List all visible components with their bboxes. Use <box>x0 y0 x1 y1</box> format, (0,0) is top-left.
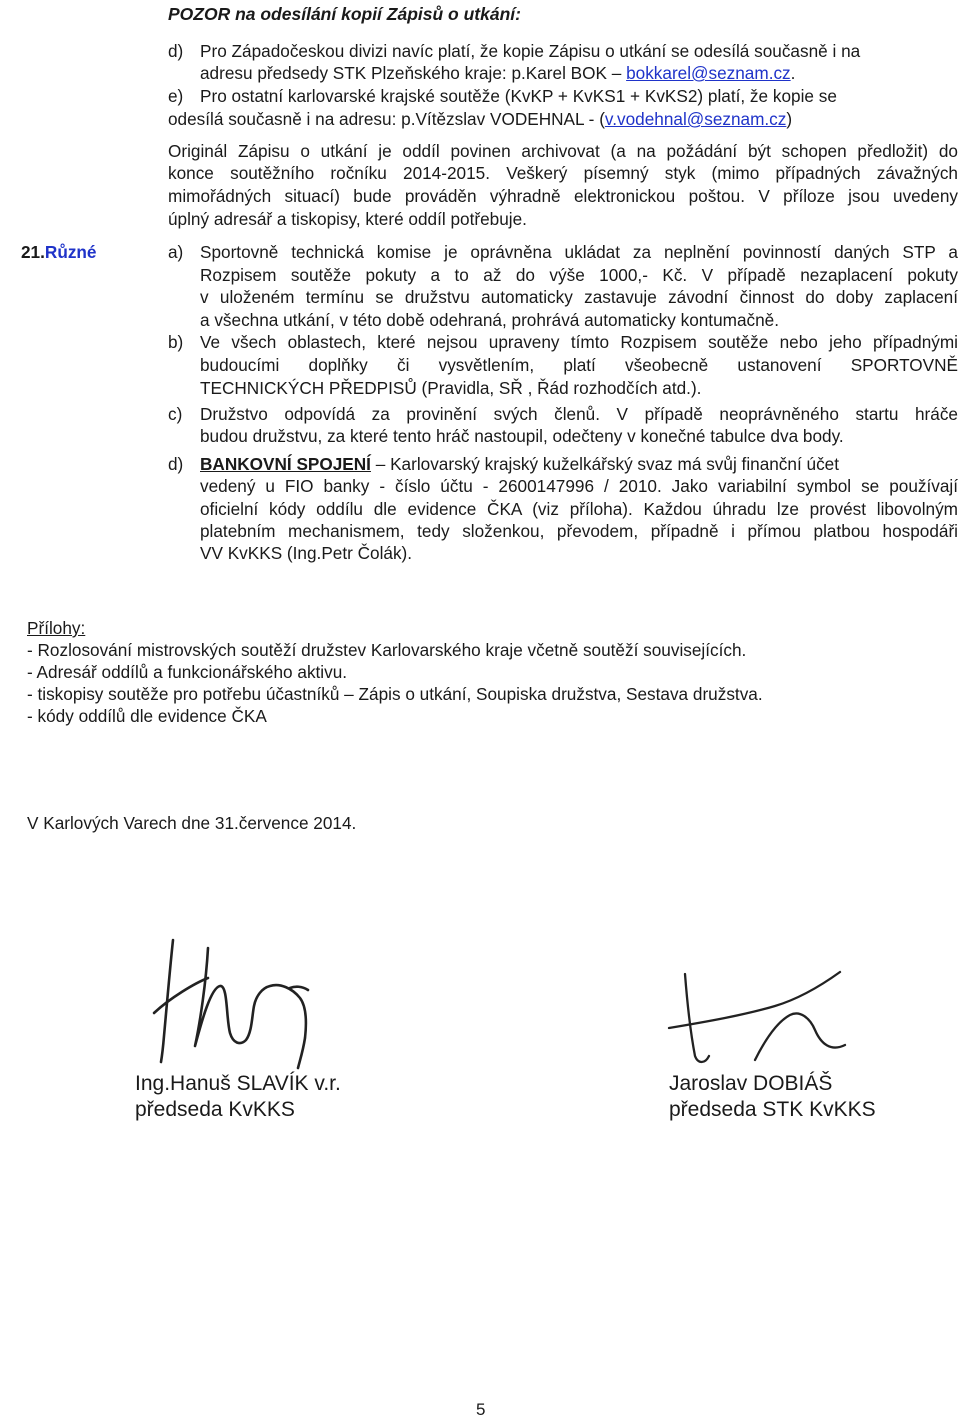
vodehnal-email-link[interactable]: v.vodehnal@seznam.cz <box>604 109 787 129</box>
item-c-label: c) <box>168 404 183 424</box>
item-b-line-3: TECHNICKÝCH PŘEDPISŮ (Pravidla, SŘ , Řád rozhodčích atd.). <box>200 378 702 398</box>
bank-title: BANKOVNÍ SPOJENÍ <box>200 454 371 474</box>
signature-right-name: Jaroslav DOBIÁŠ <box>669 1072 833 1095</box>
page-number: 5 <box>476 1400 486 1419</box>
item-e-line2: odesílá současně i na adresu: p.Vítězslav VODEHNAL - (v.vodehnal@seznam.cz) <box>168 109 793 129</box>
item-d2-line-5: VV KvKKS (Ing.Petr Čolák). <box>200 543 413 563</box>
item-c-line-2: budou družstvu, za které tento hráč nastoupil, odečteny v konečné tabulce dva body. <box>200 426 844 446</box>
item-e-line1: Pro ostatní karlovarské krajské soutěže (KvKP + KvKS1 + KvKS2) platí, že kopie se <box>200 86 837 106</box>
attachment-item: - Adresář oddílů a funkcionářského aktivu. <box>27 662 348 682</box>
item-b-line-1: Ve všech oblastech, které nejsou upraveny tímto Rozpisem soutěže nebo jeho případnými <box>200 332 958 352</box>
item-a-line-3: v uloženém termínu se družstvu automaticky zastavuje závodní činnost do doby zaplacení <box>200 287 958 307</box>
item-a-line-2: Rozpisem soutěže pokuty a to až do výše 1000,- Kč. V případě nezaplacení pokuty <box>200 265 958 285</box>
attachments-title: Přílohy: <box>27 618 86 638</box>
item-d2-line-3: oficielní kódy oddílu dle evidence ČKA (viz příloha). Každou úhradu lze provést libovolným <box>200 499 958 519</box>
item-c-line-1: Družstvo odpovídá za provinění svých členů. V případě neoprávněného startu hráče <box>200 404 958 424</box>
item-d2-line-2: vedený u FIO banky - číslo účtu - 2600147996 / 2010. Jako variabilní symbol se používají <box>200 476 958 496</box>
signature-right-image <box>665 960 870 1070</box>
item-d-line1: Pro Západočeskou divizi navíc platí, že kopie Zápisu o utkání se odesílá současně i na <box>200 41 861 61</box>
place-date: V Karlových Varech dne 31.července 2014. <box>27 813 357 833</box>
archive-line-3: mimořádných situací) bude prováděn výhradně elektronickou poštou. V příloze jsou uvedeny <box>168 186 958 206</box>
item-e-label: e) <box>168 86 184 106</box>
signature-left-role: předseda KvKKS <box>135 1098 295 1121</box>
section-heading: POZOR na odesílání kopií Zápisů o utkání: <box>168 4 521 24</box>
attachment-item: - kódy oddílů dle evidence ČKA <box>27 706 267 726</box>
bok-email-link[interactable]: bokkarel@seznam.cz <box>626 63 791 83</box>
item-d2-line-1: BANKOVNÍ SPOJENÍ – Karlovarský krajský kuželkářský svaz má svůj finanční účet <box>200 454 839 474</box>
item-d-label: d) <box>168 41 184 61</box>
attachment-item: - tiskopisy soutěže pro potřebu účastníků – Zápis o utkání, Soupiska družstva, Sestava družstva. <box>27 684 763 704</box>
signature-left-name: Ing.Hanuš SLAVÍK v.r. <box>135 1072 341 1095</box>
item-a-line-1: Sportovně technická komise je oprávněna ukládat za neplnění povinností daných STP a <box>200 242 958 262</box>
archive-line-2: konce soutěžního ročníku 2014-2015. Veškerý písemný styk (mimo případných závažných <box>168 163 958 183</box>
signature-left-image <box>140 928 330 1073</box>
item-a-line-4: a všechna utkání, v této době odehraná, prohrává automaticky kontumačně. <box>200 310 780 330</box>
archive-line-1: Originál Zápisu o utkání je oddíl povinen archivovat (a na požádání být schopen předložit) do <box>168 141 958 161</box>
item-b-line-2: budoucími doplňky či vysvětlením, platí všeobecně ustanovení SPORTOVNĚ <box>200 355 958 375</box>
attachment-item: - Rozlosování mistrovských soutěží družstev Karlovarského kraje včetně soutěží souvisejících. <box>27 640 747 660</box>
signature-right-role: předseda STK KvKKS <box>669 1098 876 1121</box>
item-d2-label: d) <box>168 454 184 474</box>
archive-line-4: úplný adresář a tiskopisy, které oddíl potřebuje. <box>168 209 527 229</box>
item-a-label: a) <box>168 242 184 262</box>
item-d2-line-4: platebním mechanismem, tedy složenkou, převodem, případně i přímou platbou hospodáři <box>200 521 958 541</box>
item-b-label: b) <box>168 332 184 352</box>
item-d-line2: adresu předsedy STK Plzeňského kraje: p.Karel BOK – bokkarel@seznam.cz. <box>200 63 796 83</box>
section-21-title: 21.Různé <box>21 242 97 262</box>
